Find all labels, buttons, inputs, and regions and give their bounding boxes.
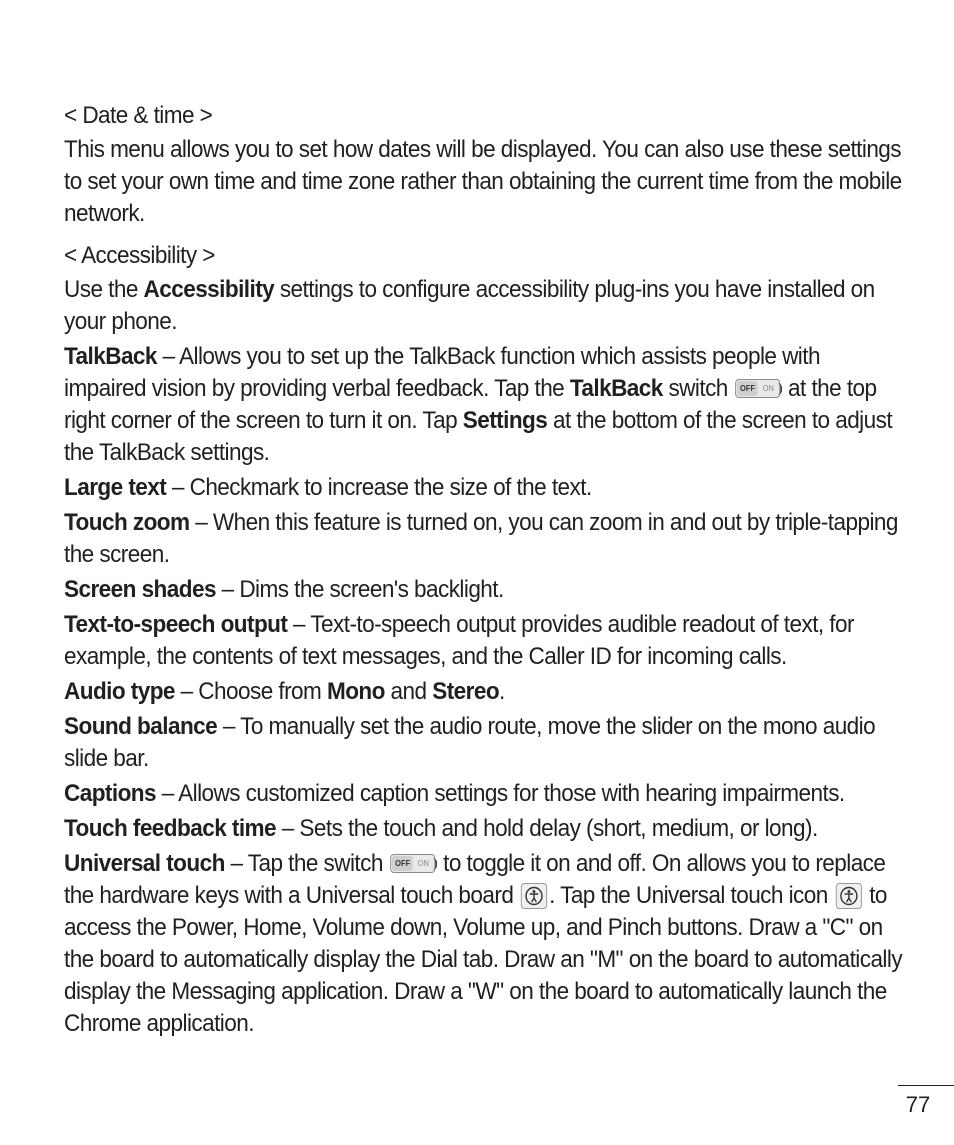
talkback-item: TalkBack – Allows you to set up the TalkBack function which assists people with impaired vision by providing verbal feedback. Tap the TalkBack switch OFF ON at the top right corner of the screen to turn it on. Tap Settings at the bottom of the screen to adjust the TalkBack settings. <box>64 343 893 466</box>
date-time-body: This menu allows you to set how dates will be displayed. You can also use these settings to set your own time and time zone rather than obtaining the current time from the mobile network. <box>64 136 902 227</box>
audio-type-term: Audio type <box>64 678 175 705</box>
universal-touch-term: Universal touch <box>64 850 225 877</box>
tts-item: Text-to-speech output – Text-to-speech output provides audible readout of text, for example, the contents of text messages, and the Caller ID for incoming calls. <box>64 611 854 670</box>
accessibility-term: Accessibility <box>143 276 275 303</box>
touch-zoom-item: Touch zoom – When this feature is turned on, you can zoom in and out by triple-tapping the screen. <box>64 509 898 568</box>
talkback-term: TalkBack <box>64 343 157 370</box>
captions-term: Captions <box>64 780 157 807</box>
large-text-item: Large text – Checkmark to increase the size of the text. <box>64 474 592 501</box>
audio-type-item: Audio type – Choose from Mono and Stereo. <box>64 678 505 705</box>
captions-item: Captions – Allows customized caption settings for those with hearing impairments. <box>64 780 845 807</box>
page-number-rule <box>898 1085 954 1086</box>
page-number: 77 <box>905 1092 931 1117</box>
sound-balance-term: Sound balance <box>64 713 218 740</box>
touch-feedback-item: Touch feedback time – Sets the touch and hold delay (short, medium, or long). <box>64 815 818 842</box>
accessibility-heading: < Accessibility > <box>64 242 215 269</box>
touch-zoom-term: Touch zoom <box>64 509 190 536</box>
large-text-term: Large text <box>64 474 167 501</box>
universal-touch-icon <box>521 883 547 909</box>
screen-shades-term: Screen shades <box>64 576 216 603</box>
screen-shades-item: Screen shades – Dims the screen's backlight. <box>64 576 504 603</box>
sound-balance-item: Sound balance – To manually set the audio route, move the slider on the mono audio slide bar. <box>64 713 876 772</box>
touch-feedback-term: Touch feedback time <box>64 815 277 842</box>
universal-touch-icon <box>835 883 861 909</box>
page-content <box>64 100 904 1043</box>
tts-term: Text-to-speech output <box>64 611 288 638</box>
accessibility-intro: Use the Accessibility settings to configure accessibility plug-ins you have installed on your phone. <box>64 276 875 335</box>
off-on-switch-icon: OFF ON <box>390 854 435 873</box>
off-on-switch-icon: OFF ON <box>735 379 780 398</box>
date-time-heading: < Date & time > <box>64 102 213 129</box>
universal-touch-item: Universal touch – Tap the switch OFF ON to toggle it on and off. On allows you to replace the hardware keys with a Universal touch board . Tap the Universal touch icon to access the Power, Home, Volume down, Volume up, and Pinch buttons. Draw a "C" on the board to automatically display the Dial tab. Draw an "M" on the board to automatically display the Messaging application. Draw a "W" on the board to automatically launch the Chrome application. <box>64 850 903 1037</box>
